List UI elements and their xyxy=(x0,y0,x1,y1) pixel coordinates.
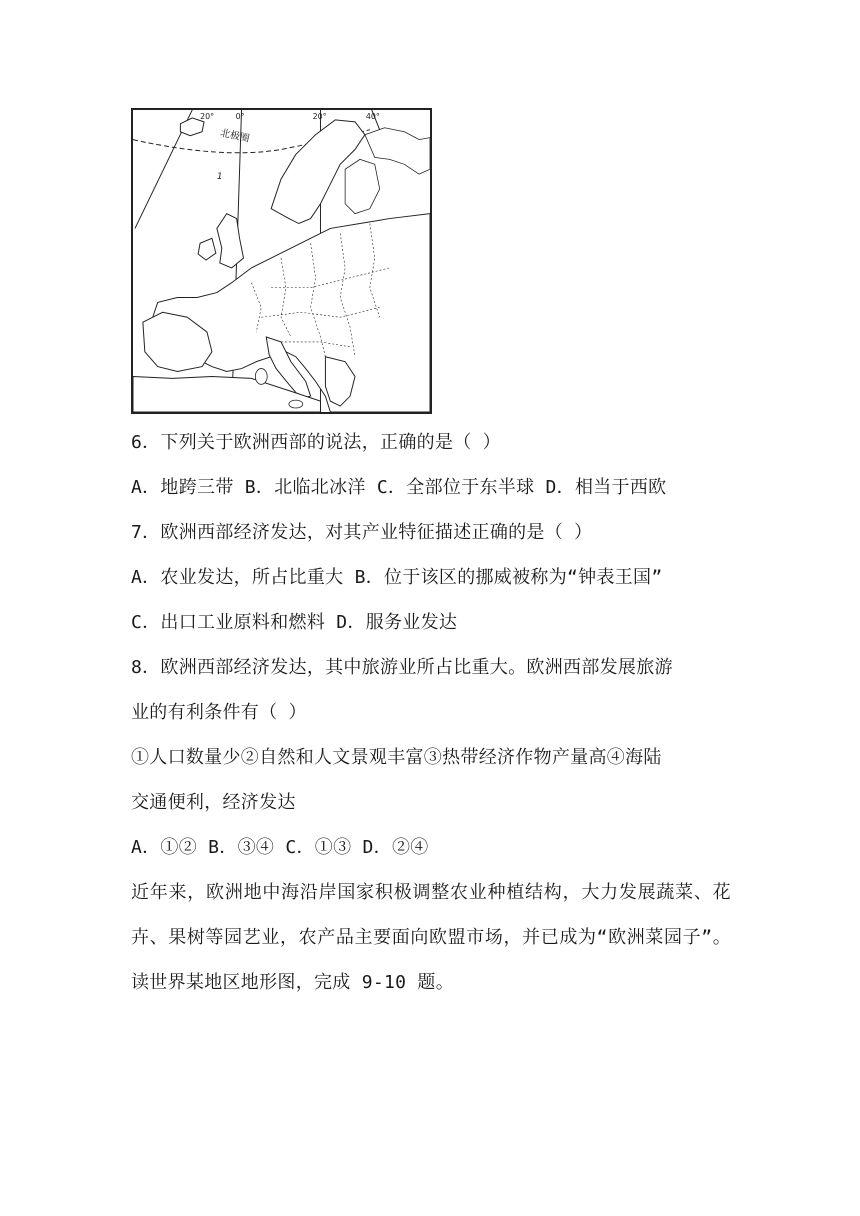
question-8-statements-line-1: ①人口数量少②自然和人文景观丰富③热带经济作物产量高④海陆 xyxy=(131,747,662,768)
lon-label-20w: 20° xyxy=(200,111,215,121)
sardinia-shape xyxy=(255,369,267,385)
question-8-stem-line-1: 8．欧洲西部经济发达，其中旅游业所占比重大。欧洲西部发展旅游 xyxy=(131,657,673,678)
arctic-circle-label: 北极圈 xyxy=(219,127,251,145)
lon-label-0: 0° xyxy=(235,111,245,121)
question-7-stem: 7．欧洲西部经济发达，对其产业特征描述正确的是（ ） xyxy=(131,522,593,543)
map-marker-label: 1 xyxy=(216,172,223,183)
passage-text: 近年来，欧洲地中海沿岸国家积极调整农业种植结构，大力发展蔬菜、花卉、果树等园艺业，农产品主要面向欧盟市场，并已成为“欧洲菜园子”。读世界某地区地形图，完成 9-10 题。 xyxy=(131,882,731,993)
sicily-shape xyxy=(289,400,303,408)
europe-map-svg xyxy=(133,110,430,412)
question-8-statements-line-2: 交通便利，经济发达 xyxy=(131,792,296,813)
finland-shape xyxy=(345,159,380,213)
lon-label-40e: 40° xyxy=(365,111,380,121)
question-8-stem-line-2: 业的有利条件有（ ） xyxy=(131,702,307,723)
question-8-options: A．①② B．③④ C．①③ D．②④ xyxy=(131,837,429,858)
question-6-options: A．地跨三带 B．北临北冰洋 C．全部位于东半球 D．相当于西欧 xyxy=(131,477,667,498)
question-7-options-line-2: C．出口工业原料和燃料 D．服务业发达 xyxy=(131,612,458,633)
lon-label-20e: 20° xyxy=(312,111,327,121)
europe-map-figure xyxy=(131,108,432,414)
ireland-shape xyxy=(198,238,216,260)
question-7-options-line-1: A．农业发达，所占比重大 B．位于该区的挪威被称为“钟表王国” xyxy=(131,567,663,588)
question-6-stem: 6．下列关于欧洲西部的说法，正确的是（ ） xyxy=(131,432,501,453)
britain-shape xyxy=(217,214,244,268)
